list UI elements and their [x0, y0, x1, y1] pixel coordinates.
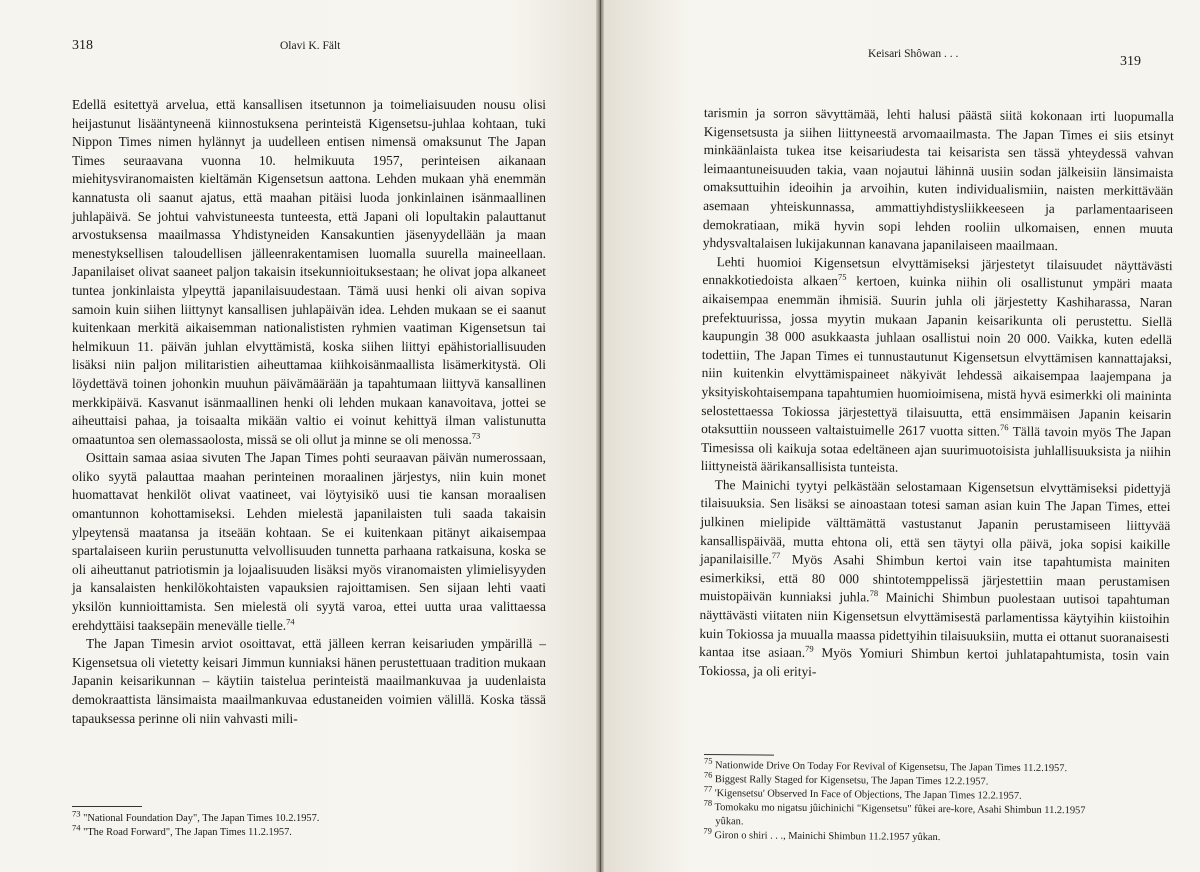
- running-head: Keisari Shôwan . . .: [868, 48, 959, 60]
- footnote-ref[interactable]: 79: [805, 643, 814, 654]
- footnote: $^{73}$ "National Foundation Day", The Japan Times 10.2.1957.: [72, 808, 320, 824]
- footnote: $^{76}$ Biggest Rally Staged for Kigensetsu, The Japan Times 12.2.1957.: [703, 769, 989, 788]
- body-text: [699, 104, 1174, 684]
- footnote: $^{78}$ Tomokaku mo nigatsu jûichinichi "Kigensetsu" fûkei are-kore, Asahi Shimbun 11.2.1957: [703, 797, 1086, 817]
- paragraph: Lehti huomioi Kigensetsun elvyttämiseksi järjestetyt tilaisuudet näyttävästi ennakkotiedoista alkaen$^{75}$ kertoen, kuinka niihin oli osallistunut ympäri maata aikaisempaa enemmän ihmisiä. Suurin juhla oli järjestetty Kashiharassa, Naran prefektuurissa, jossa myytin mukaan Japanin keisarikunta oli perustettu. Siellä kaupungin 38 000 asukkaasta juhlaan osallistui noin 20 000. Vaikka, kuten edellä todettiin, The Japan Times ei tunnustautunut Kigensetsun elvyttämisen kannattajaksi, niin kuitenkin elvyttämispaineet näkyivät lehdessä aikaisempaa laajempana ja yksityiskohtaisempana tapahtumien huomioimisena, mistä hyvä esimerkki oli maininta selostettaessa Tokiossa järjestettyä tilaisuutta, että ensimmäisen Japanin keisarin otaksuttiin nousseen valtaistuimelle 2617 vuotta sitten.$^{76}$ Tällä tavoin myös The Japan Timesissa oli kaikuja sotaa edeltäneen ajan suurimuotoisista juhlallisuuksista ja niihin liittyneistä äärikansallisista tunteista.: [700, 253, 1173, 475]
- footnote: $^{75}$ Nationwide Drive On Today For Revival of Kigensetsu, The Japan Times 11.2.1957.: [703, 755, 1068, 775]
- body-text: [72, 96, 546, 728]
- right-page: [600, 0, 1200, 872]
- running-head: Olavi K. Fält: [280, 40, 341, 52]
- paragraph: Edellä esitettyä arvelua, että kansallisen itsetunnon ja toimeliaisuuden nousu olisi heijastunut lisääntyneenä kiinnostuksena perinteistä Kigensetsu-juhlaa kohtaan, tuki Nippon Times nimen hylännyt ja uudelleen entisen nimensä omaksunut The Japan Times seuraavana vuonna 10. helmikuuta 1957, perinteisen aikanaan miehitysviranomaisten kieltämän Kigensetsun aattona. Lehden mukaan yhä enemmän kannatusta oli saanut ajatus, että maahan pitäisi luoda jonkinlainen isänmaallinen juhlapäivä. Se johtui vahvistuneesta tunteesta, että Japani oli lopultakin palauttanut arvostuksensa maailmassa Yhdistyneiden Kansakuntien jäsenyydellään ja maan menestyksellisen taloudellisen jälleenrakentamisen luomalla suurella maineellaan. Japanilaiset olivat saaneet paljon takaisin itsekunnioituksestaan; he olivat jopa alkaneet tuntea jonkinlaista ylpeyttä japanilaisuudestaan. Tämä uusi henki oli aivan sopiva samoin kuin siihen liittynyt kansallisen juhlapäivän idea. Lehden mukaan se ei saanut kuitenkaan merkitä aikaisemman nationalististen ryhmien vaatiman Kigensetsun tai helmikuun 11. päivän juhlan elvyttämistä, koska siihen liittyi epähistoriallisuuden lisäksi niin paljon militaristien aiheuttamaa kiihkoisänmaallista lisämerkitystä. Oli löydettävä toinen johonkin muuhun päivämäärään ja tapahtumaan liittyvä kansallinen merkkipäivä. Kasvanut isänmaallinen henki oli lehden mukaan kanavoitava, jottei se aiheuttaisi pahaa, ja toisaalta mikään valtio ei voinut kehittyä ilman valistunutta omaatuntoa sen olemassaolosta, missä se oli ollut ja minne se oli menossa.$^{73}$: [72, 97, 546, 447]
- page-number: 319: [1120, 54, 1141, 69]
- paragraph: Osittain samaa asiaa sivuten The Japan Times pohti seuraavan päivän numerossaan, oliko syytä palauttaa maahan perinteinen moraalinen järjestys, niin kuin monet huomattavat henkilöt olivat vaatineet, vai löytyisikö uusi tie kansan moraalisen omantunnon kohottamiseksi. Lehden mielestä japanilaisten tuli saada takaisin ylpeytensä maatansa ja itseään kohtaan. Se ei kuitenkaan pitänyt aikaisempaa spartalaiseen kuriin perustunutta velvollisuuden tunnetta parhaana ratkaisuna, koska se oli aiheuttanut patriotismin ja lojaalisuuden lisäksi myös viranomaisten ylimielisyyden ja kansalaisten henkilökohtaisten vapauksien rajoittamisen. Sen sijaan lehti vaati yksilön kunnioittamista. Sen mielestä oli syytä varoa, ettei uutta uraa valittaessa erehdyttäisi taaksepäin menevälle tielle.$^{74}$: [72, 450, 546, 633]
- footnote-ref[interactable]: 74: [286, 616, 295, 627]
- footnote-number: 73: [72, 808, 81, 819]
- footnotes: [72, 808, 542, 840]
- footnote-ref[interactable]: 76: [1000, 422, 1009, 433]
- footnotes: [703, 755, 1174, 847]
- paragraph: The Japan Timesin arviot osoittavat, että jälleen kerran keisariuden ympärillä – Kigensetsua oli vietetty keisari Jimmun kunniaksi hänen perustettuaan tradition mukaan Japanin keisarikunnan – käytiin taistelua perinteistä maailmankuvaa ja uudenlaista demokraattista länsimaista maailmankuvaa edustaneiden voimien välillä. Koska tässä tapauksessa perinne oli niin vahvasti mili-: [72, 636, 546, 726]
- paragraph: The Mainichi tyytyi pelkästään selostamaan Kigensetsun elvyttämiseksi pidettyjä tilaisuuksia. Sen lisäksi se ainoastaan totesi saman asian kuin The Japan Times, ettei julkinen mielipide välttämättä vastustanut Japanin perustamiseen liittyvää kansallispäivää, mutta ehtona oli, että sen täytyi olla päivä, joka sopisi kaikille japanilaisille.$^{77}$ Myös Asahi Shimbun kertoi vain itse tapahtumista mainiten esimerkiksi, että 80 000 shintotemppelissä järjestettiin maan perustamisen muistopäivän kunniaksi juhla.$^{78}$ Mainichi Shimbun puolestaan uutisoi tapahtuman näyttävästi viitaten niin Kigensetsun elvyttämisestä parlamentissa käytyihin kiistoihin kuin Tokiossa ja muualla maassa pidettyihin tilaisuuksiin, mutta ei ottanut suoranaisesti kantaa itse asiaan.$^{79}$ Myös Yomiuri Shimbun kertoi juhlatapahtumista, tosin vain Tokiossa, ja oli erityi-: [698, 476, 1171, 679]
- paragraph: tarismin ja sorron sävyttämää, lehti halusi päästä siitä kokonaan irti luopumalla Kigensetsusta ja siihen liittyneestä arvomaailmasta. The Japan Times ei siis etsinyt minkäänlaista tukea itse keisariudesta tai keisarista sen tässä yhteydessä vahvan leimaantuneisuuden takia, vaan nojautui lähinnä uusiin sodan jälkeisiin länsimaista omaksuttuihin ideoihin ja arvoihin, kuten individualismiin, naisten merkittävään asemaan yhteiskunnassa, ammattiyhdistysliikkeeseen ja parlamentaariseen demokratiaan, mikä hyvin sopi lehden rooliin ulkomaisen, ennen muuta yhdysvaltalaisen lukijakunnan kanavana japanilaiseen maailmaan.: [702, 104, 1174, 254]
- footnote-ref[interactable]: 75: [837, 272, 847, 283]
- footnote: $^{79}$ Giron o shiri . . ., Mainichi Shimbun 11.2.1957 yûkan.: [703, 825, 941, 844]
- footnote-rule: [72, 806, 142, 807]
- footnote-number: 74: [72, 822, 81, 833]
- footnote-ref[interactable]: 78: [869, 588, 879, 599]
- footnote-number: 76: [703, 769, 713, 780]
- book-gutter: [596, 0, 604, 872]
- footnote-number: 77: [703, 783, 713, 794]
- footnote-rule: [704, 754, 774, 756]
- footnote-continuation: yûkan.: [715, 816, 744, 828]
- footnote: $^{77}$ 'Kigensetsu' Observed In Face of Objections, The Japan Times 12.2.1957.: [703, 783, 1022, 802]
- footnote-ref[interactable]: 77: [771, 550, 781, 561]
- footnote-number: 75: [703, 755, 713, 766]
- page-number: 318: [72, 38, 93, 53]
- footnote-ref[interactable]: 73: [471, 430, 481, 441]
- footnote-number: 79: [703, 825, 712, 836]
- footnote-number: 78: [703, 797, 713, 808]
- footnote: $^{74}$ "The Road Forward", The Japan Times 11.2.1957.: [72, 822, 292, 838]
